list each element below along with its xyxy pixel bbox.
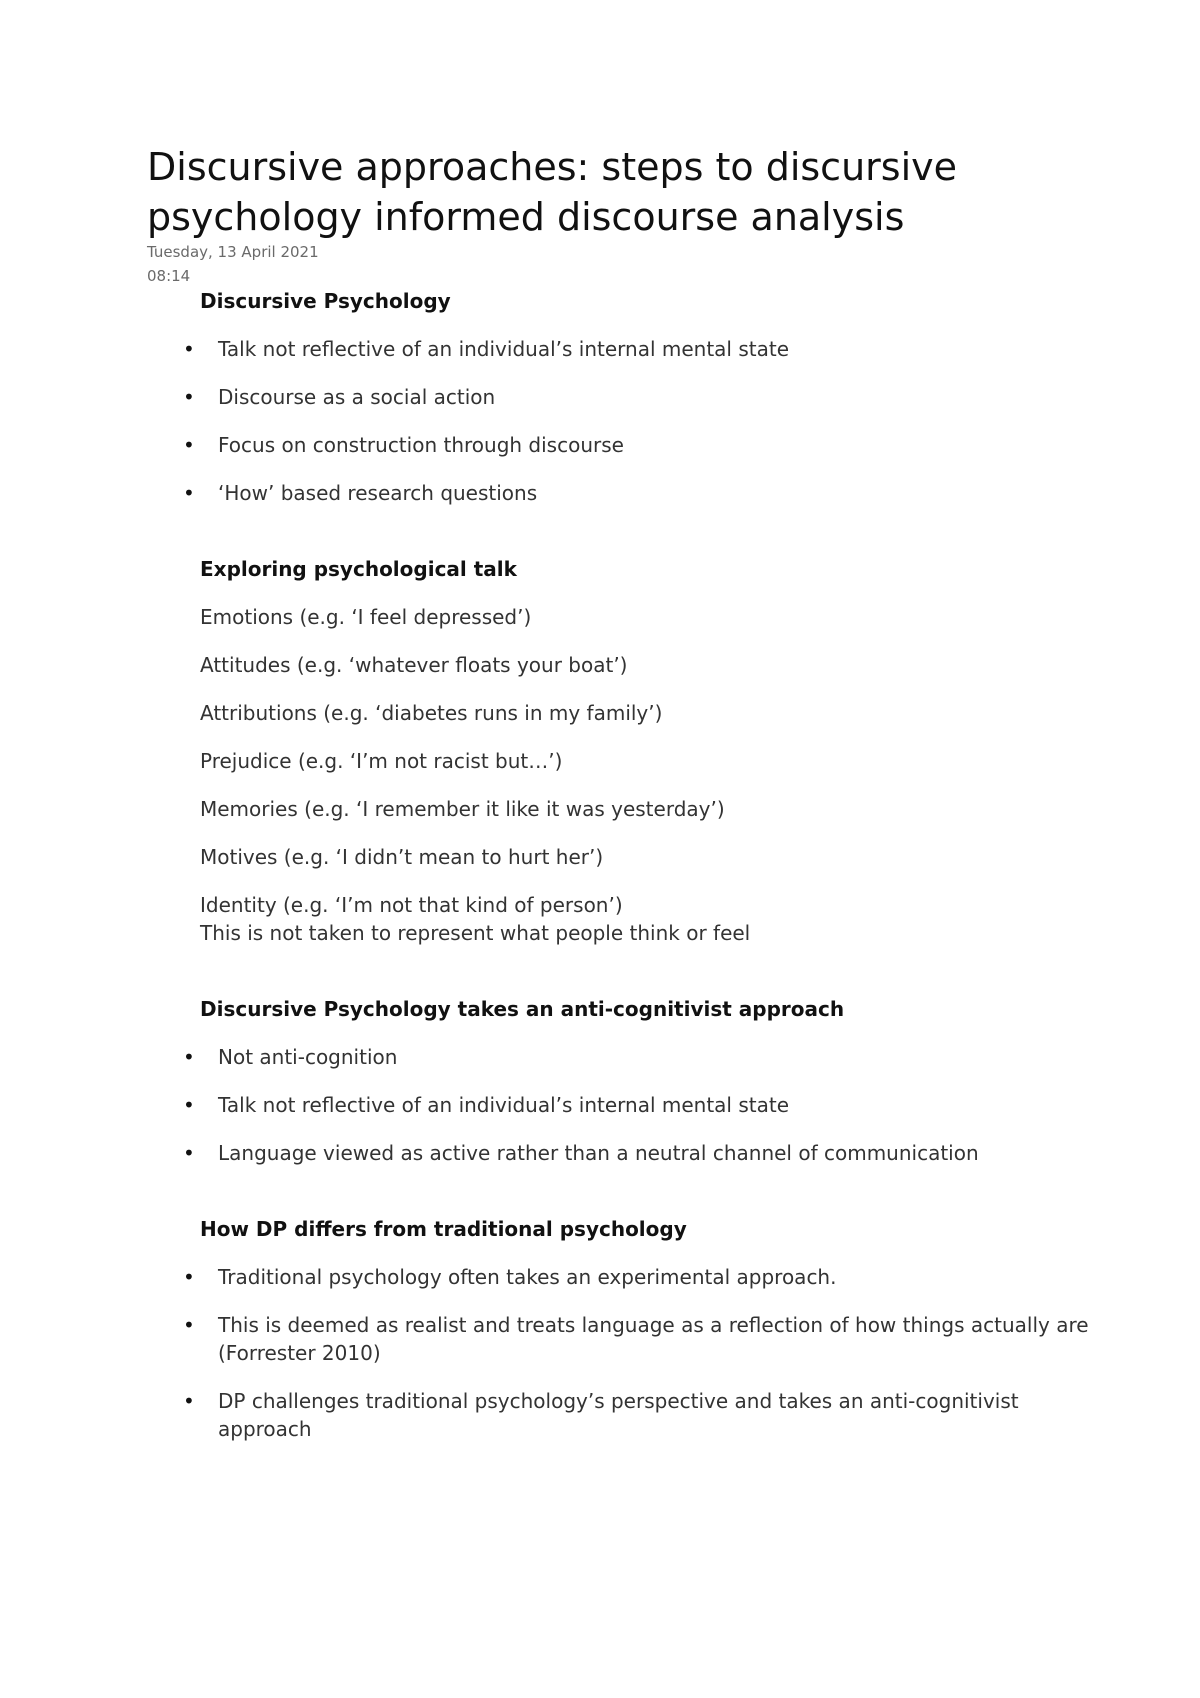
list-item-text: Traditional psychology often takes an experimental approach. [218, 1265, 837, 1289]
example-line: Memories (e.g. ‘I remember it like it was yesterday’) [200, 797, 725, 821]
list-item-text: Talk not reflective of an individual’s internal mental state [218, 337, 790, 361]
section-anti-cognitivist [183, 995, 1100, 1167]
list-item [183, 335, 1100, 363]
list-item [183, 1091, 1100, 1119]
section-dp-differs [183, 1215, 1100, 1443]
section-note: This is not taken to represent what people think or feel [200, 921, 751, 945]
section-exploring-talk [200, 555, 1100, 947]
bullet-icon: • [183, 1093, 195, 1117]
list-item [183, 1311, 1100, 1367]
list-item [183, 1043, 1100, 1071]
list-item-text: This is deemed as realist and treats language as a reflection of how things actually are (Forrester 2010) [218, 1313, 1089, 1365]
list-item [183, 1263, 1100, 1291]
list-item [183, 479, 1100, 507]
list-item-text: Talk not reflective of an individual’s internal mental state [218, 1093, 790, 1117]
list-item-text: Language viewed as active rather than a neutral channel of communication [218, 1141, 979, 1165]
bullet-icon: • [183, 385, 195, 409]
example-line: Emotions (e.g. ‘I feel depressed’) [200, 605, 532, 629]
list-item [183, 383, 1100, 411]
example-line: Identity (e.g. ‘I’m not that kind of person’) [200, 893, 623, 917]
list-item-text: Not anti-cognition [218, 1045, 398, 1069]
list-item-text: Discourse as a social action [218, 385, 496, 409]
bullet-icon: • [183, 1141, 195, 1165]
example-line: Prejudice (e.g. ‘I’m not racist but…’) [200, 749, 563, 773]
list-item [183, 1139, 1100, 1167]
bullet-list [183, 335, 1100, 507]
example-line: Attributions (e.g. ‘diabetes runs in my family’) [200, 701, 663, 725]
bullet-list [183, 1043, 1100, 1167]
section-heading: How DP differs from traditional psychology [200, 1217, 687, 1241]
section-heading: Discursive Psychology [200, 289, 451, 313]
bullet-icon: • [183, 1313, 195, 1337]
bullet-icon: • [183, 481, 195, 505]
bullet-icon: • [183, 1389, 195, 1413]
bullet-icon: • [183, 1265, 195, 1289]
example-line: Motives (e.g. ‘I didn’t mean to hurt her’) [200, 845, 604, 869]
list-item [183, 1387, 1100, 1443]
example-line: Attitudes (e.g. ‘whatever floats your boat’) [200, 653, 628, 677]
bullet-icon: • [183, 1045, 195, 1069]
list-item-text: DP challenges traditional psychology’s perspective and takes an anti-cognitivist approach [218, 1389, 1019, 1441]
bullet-icon: • [183, 337, 195, 361]
list-item-text: ‘How’ based research questions [218, 481, 538, 505]
section-heading: Exploring psychological talk [200, 557, 517, 581]
list-item-text: Focus on construction through discourse [218, 433, 624, 457]
note-body [183, 287, 1100, 1443]
section-discursive-psychology [183, 287, 1100, 507]
note-time: 08:14 [147, 267, 191, 285]
note-date: Tuesday, 13 April 2021 [147, 243, 319, 261]
section-heading: Discursive Psychology takes an anti-cognitivist approach [200, 997, 845, 1021]
bullet-list [183, 1263, 1100, 1443]
page-title: Discursive approaches: steps to discursive psychology informed discourse analysis [147, 145, 958, 239]
bullet-icon: • [183, 433, 195, 457]
list-item [183, 431, 1100, 459]
